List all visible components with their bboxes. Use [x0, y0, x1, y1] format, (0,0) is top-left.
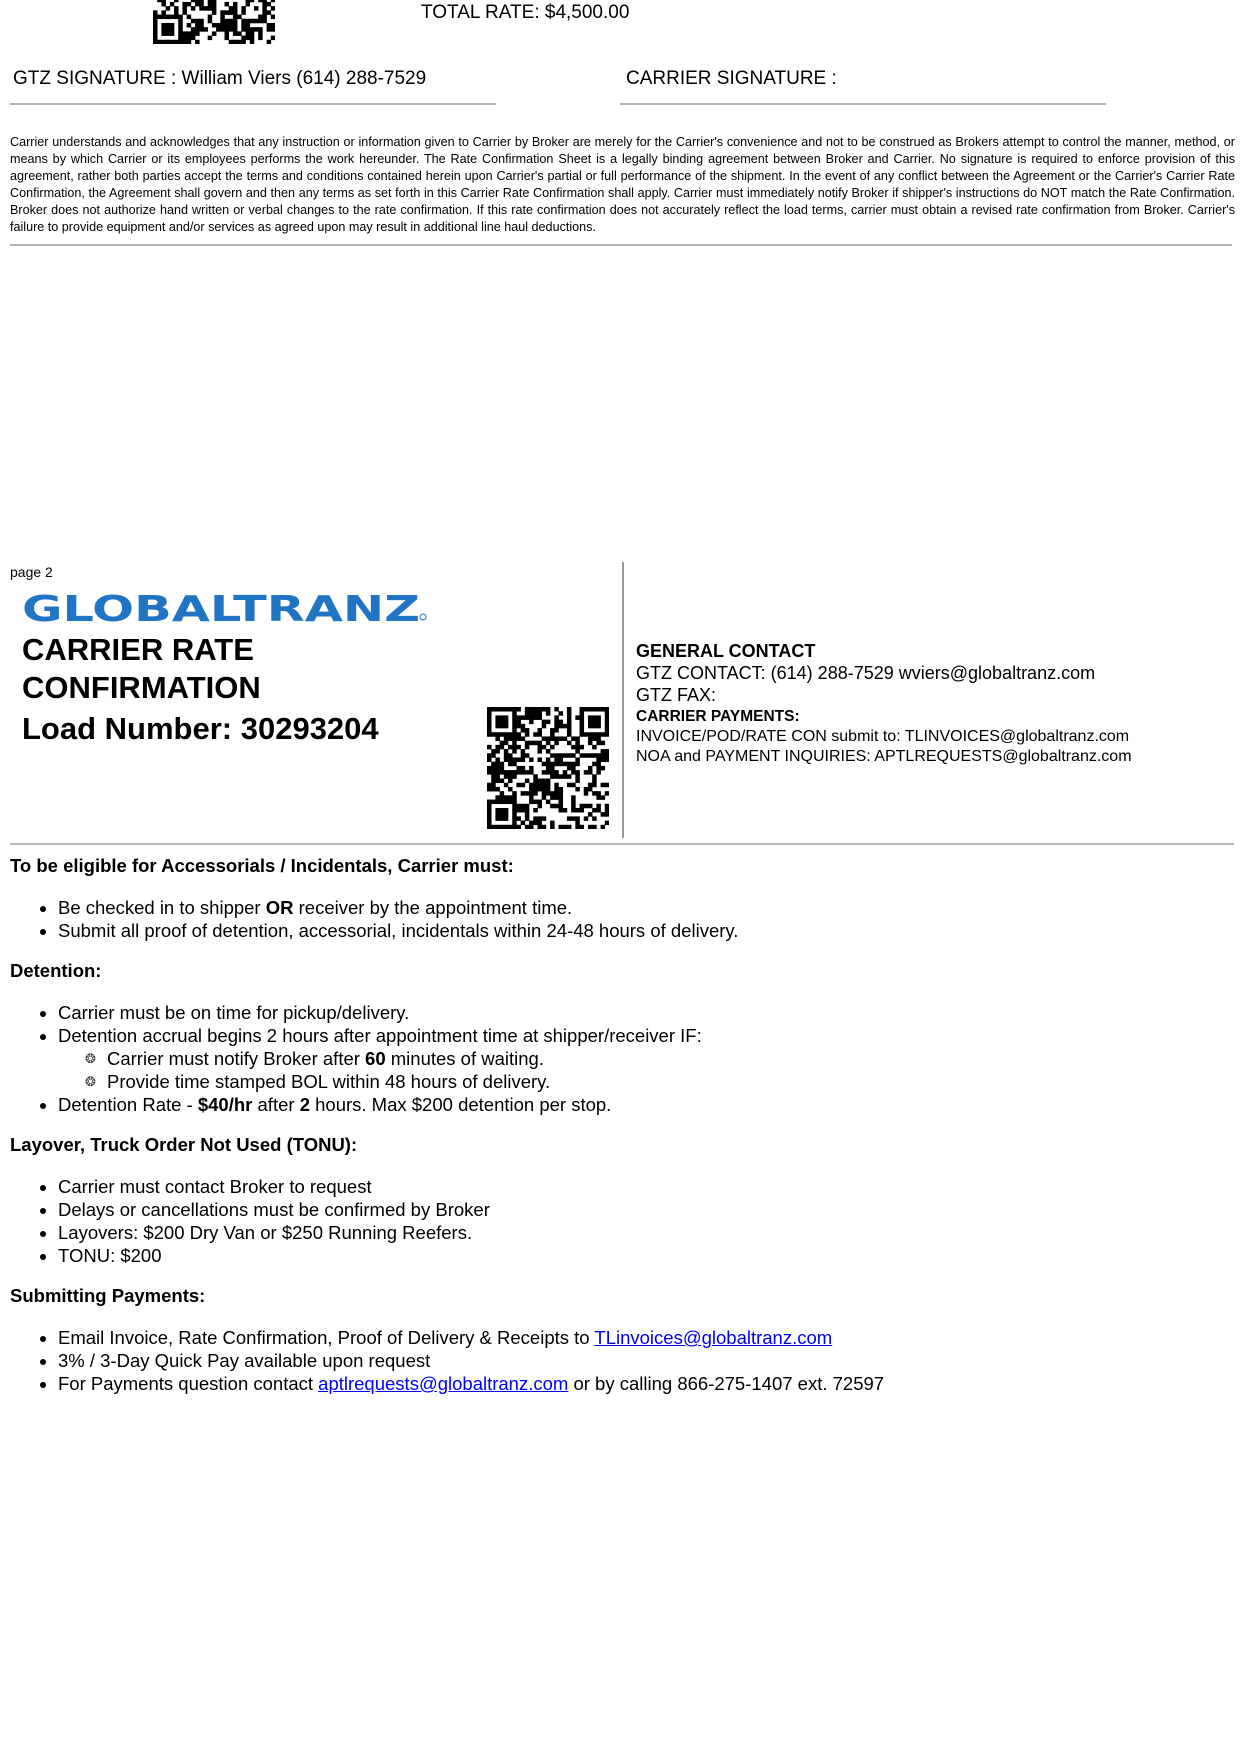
tlinvoices-email-link[interactable]: TLinvoices@globaltranz.com — [594, 1327, 833, 1348]
list-item: • Detention Rate - $40/hr after 2 hours. Max $200 detention per stop. — [58, 1093, 1230, 1116]
detention-sublist — [58, 1047, 1230, 1093]
document-title — [22, 631, 261, 707]
divider — [10, 244, 1232, 246]
general-contact-block — [636, 640, 1231, 767]
gtz-signature: GTZ SIGNATURE : William Viers (614) 288-7529 — [13, 68, 427, 89]
qr-code-top — [153, 0, 275, 44]
noa-payment-line: NOA and PAYMENT INQUIRIES: APTLREQUESTS@globaltranz.com — [636, 748, 1132, 765]
payments-list — [10, 1326, 1230, 1395]
list-item: • Carrier must contact Broker to request — [58, 1175, 1230, 1198]
carrier-signature-label: CARRIER SIGNATURE : — [626, 68, 837, 89]
page-number: page 2 — [10, 564, 53, 580]
list-item: • Detention accrual begins 2 hours after appointment time at shipper/receiver IF: ❂ Carrier must notify Broker after 60 minutes of waiting. ❂ Provide time stamped BOL within 48 hours of delivery. — [58, 1024, 1230, 1093]
invoice-submit-line: INVOICE/POD/RATE CON submit to: TLINVOICES@globaltranz.com — [636, 728, 1130, 745]
list-item: • Submit all proof of detention, accessorial, incidentals within 24-48 hours of delivery. — [58, 919, 1230, 942]
sub-list-item: ❂ Carrier must notify Broker after 60 minutes of waiting. — [107, 1047, 1230, 1070]
total-rate: TOTAL RATE: $4,500.00 — [421, 2, 630, 23]
eligibility-heading: To be eligible for Accessorials / Incidentals, Carrier must: — [10, 855, 514, 876]
layover-heading: Layover, Truck Order Not Used (TONU): — [10, 1134, 358, 1155]
title-line-2: CONFIRMATION — [22, 670, 261, 705]
gtz-fax: GTZ FAX: — [636, 685, 717, 705]
title-line-1: CARRIER RATE — [22, 632, 254, 667]
carrier-signature-line — [620, 103, 1106, 105]
logo-wordmark: GLOBALTRANZ — [22, 590, 420, 626]
gtz-contact: GTZ CONTACT: (614) 288-7529 wviers@globaltranz.com — [636, 663, 1096, 683]
terms-section — [10, 854, 1230, 1412]
carrier-payments-heading: CARRIER PAYMENTS: — [636, 708, 800, 725]
list-item: • TONU: $200 — [58, 1244, 1230, 1267]
list-item: • Layovers: $200 Dry Van or $250 Running Reefers. — [58, 1221, 1230, 1244]
detention-list — [10, 1001, 1230, 1116]
list-item: • Email Invoice, Rate Confirmation, Proof of Delivery & Receipts to TLinvoices@globaltranz.com — [58, 1326, 1230, 1349]
detention-heading: Detention: — [10, 960, 102, 981]
list-item: • Carrier must be on time for pickup/delivery. — [58, 1001, 1230, 1024]
gtz-signature-line — [10, 103, 496, 105]
list-item: • Be checked in to shipper OR receiver by the appointment time. — [58, 896, 1230, 919]
general-contact-heading: GENERAL CONTACT — [636, 641, 816, 661]
disclaimer-text: Carrier understands and acknowledges that any instruction or information given to Carrier by Broker are merely for the Carrier's convenience and not to be construed as Brokers attempt to control the manner, method, or means by which Carrier or its employees performs the work hereunder. The Rate Confirmation Sheet is a legally binding agreement between Broker and Carrier. No signature is required to enforce provision of this agreement, rather both parties accept the terms and conditions contained herein upon Carrier's partial or full performance of the shipment. In the event of any conflict between the Agreement or the Carrier's Carrier Rate Confirmation, the Agreement shall govern and then any terms as set forth in this Carrier Rate Confirmation shall apply. Carrier must immediately notify Broker if shipper's instructions do NOT match the Rate Confirmation. Broker does not authorize hand written or verbal changes to the rate confirmation. If this rate confirmation does not accurately reflect the load terms, carrier must obtain a revised rate confirmation from Broker. Carrier's failure to provide equipment and/or services as agreed upon may result in additional line haul deductions. — [10, 135, 1235, 234]
layover-list — [10, 1175, 1230, 1267]
aptlrequests-email-link[interactable]: aptlrequests@globaltranz.com — [318, 1373, 569, 1394]
payments-heading: Submitting Payments: — [10, 1285, 206, 1306]
list-item: • Delays or cancellations must be confirmed by Broker — [58, 1198, 1230, 1221]
section-divider — [10, 843, 1234, 845]
load-number: Load Number: 30293204 — [22, 711, 379, 746]
globaltranz-logo — [22, 590, 427, 631]
header-vertical-divider — [622, 562, 624, 838]
list-item: • 3% / 3-Day Quick Pay available upon request — [58, 1349, 1230, 1372]
qr-code — [487, 707, 609, 829]
list-item: • For Payments question contact aptlrequests@globaltranz.com or by calling 866-275-1407 ext. 72597 — [58, 1372, 1230, 1395]
sub-list-item: ❂ Provide time stamped BOL within 48 hours of delivery. — [107, 1070, 1230, 1093]
eligibility-list — [10, 896, 1230, 942]
